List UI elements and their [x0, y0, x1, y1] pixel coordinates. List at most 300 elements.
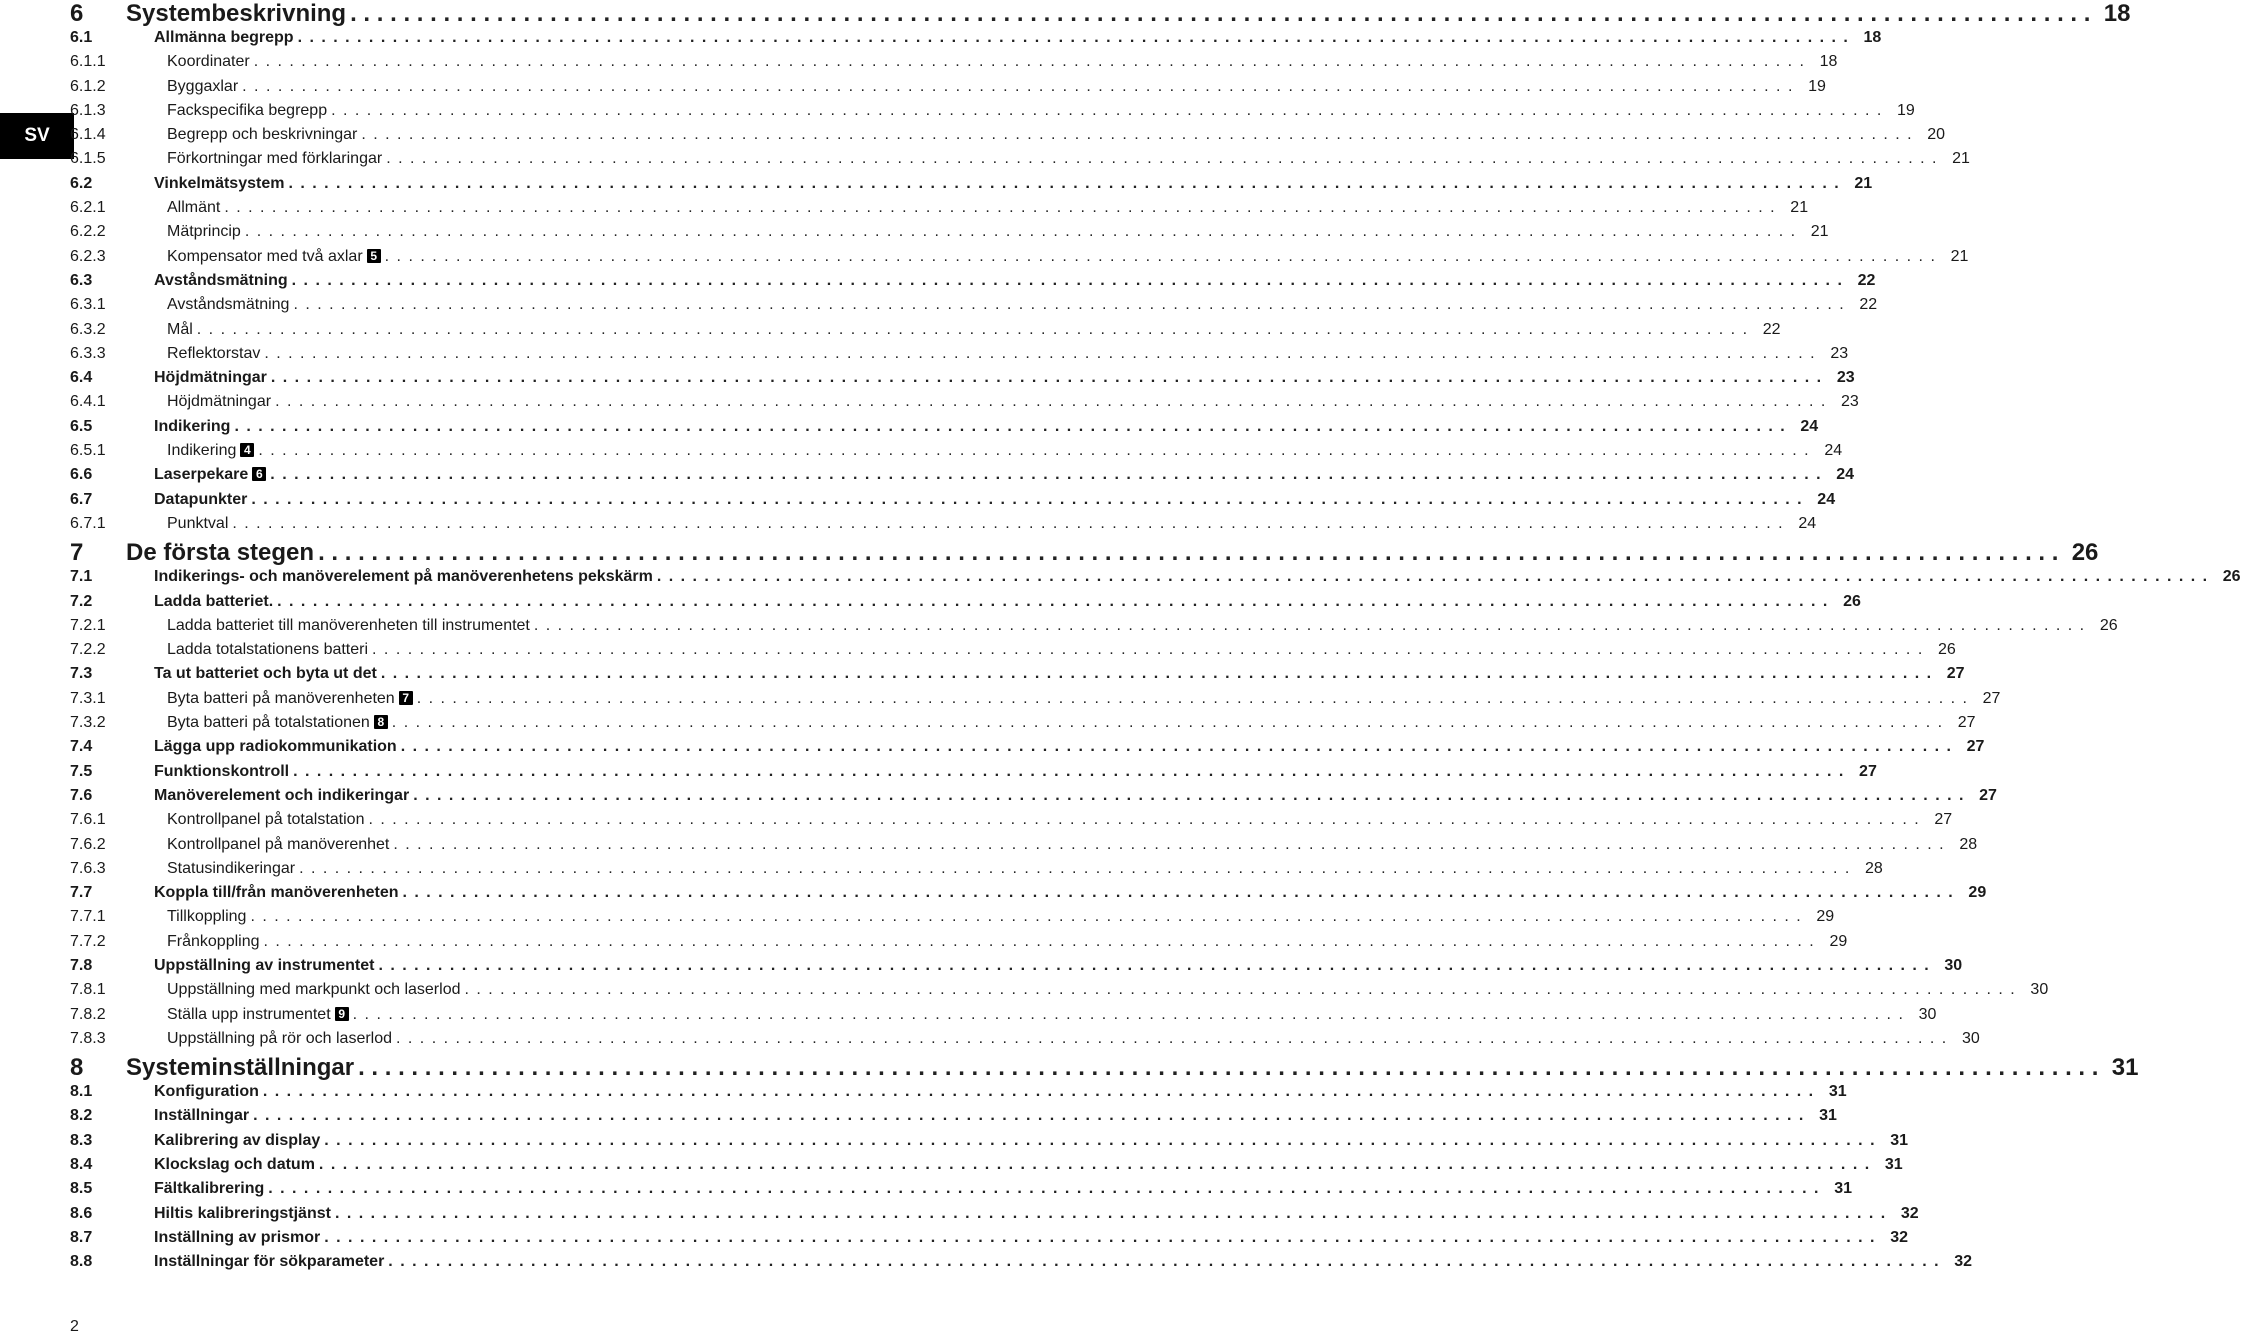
toc-entry-title-text: Mätprincip	[167, 223, 241, 241]
toc-entry-page: 23	[1836, 369, 1855, 387]
toc-entry-page: 24	[1836, 466, 1855, 484]
toc-entry-title	[167, 102, 331, 120]
figure-reference-badge: 4	[240, 443, 254, 457]
dot-leader	[464, 981, 2016, 999]
toc-entry-title-text: Indikerings- och manöverelement på manöverenhetens pekskärm	[154, 568, 653, 586]
toc-entry-title-text: Avståndsmätning	[167, 296, 290, 314]
dot-leader	[232, 515, 1784, 533]
toc-entry-title-text: Indikering	[154, 417, 231, 435]
toc-entry-page: 30	[1944, 956, 1963, 974]
dot-leader	[381, 665, 1933, 683]
toc-entry[interactable]	[70, 956, 1963, 981]
toc-entry-page: 22	[1857, 271, 1876, 289]
toc-entry-title	[154, 763, 293, 781]
dot-leader	[277, 593, 1829, 611]
toc-entry-number: 6.7.1	[70, 514, 106, 532]
toc-entry[interactable]	[70, 1029, 1980, 1054]
table-of-contents	[70, 0, 2241, 1278]
toc-entry-title-text: Systeminställningar	[126, 1054, 355, 1082]
toc-entry-number: 6.3.3	[70, 344, 106, 362]
toc-entry-title-text: Kalibrering av display	[154, 1131, 321, 1149]
toc-entry[interactable]	[70, 1083, 1847, 1107]
toc-entry[interactable]	[70, 811, 1953, 835]
dot-leader	[245, 223, 1797, 241]
toc-entry-number: 7.8	[70, 956, 93, 974]
toc-entry-number: 8	[70, 1054, 84, 1082]
toc-entry[interactable]	[70, 1228, 1908, 1253]
dot-leader	[298, 29, 1850, 47]
toc-entry-page: 31	[1890, 1131, 1909, 1149]
toc-entry-title	[154, 738, 401, 756]
toc-entry-page: 32	[1890, 1228, 1908, 1246]
toc-entry-number: 7.5	[70, 762, 93, 780]
dot-leader	[299, 860, 1851, 878]
toc-entry-title	[154, 568, 657, 586]
toc-entry[interactable]	[70, 786, 1997, 811]
toc-entry-title-text: Allmänna begrepp	[154, 29, 294, 46]
toc-entry-page: 18	[1863, 29, 1882, 46]
toc-entry-title-text: Uppställning med markpunkt och laserlod	[167, 981, 461, 999]
toc-entry-number: 8.2	[70, 1107, 93, 1125]
dot-leader	[401, 738, 1953, 756]
toc-entry[interactable]	[70, 665, 1965, 689]
toc-entry-number: 6	[70, 0, 84, 27]
toc-entry[interactable]	[70, 1204, 1919, 1229]
dot-leader	[413, 787, 1965, 805]
toc-entry-number: 7.6	[70, 786, 93, 804]
toc-entry[interactable]	[70, 1253, 1973, 1277]
toc-entry-title-text: Uppställning på rör och laserlod	[167, 1029, 393, 1047]
dot-leader	[388, 1253, 1940, 1271]
toc-entry-title-text: Kontrollpanel på manöverenhet	[167, 835, 390, 853]
toc-entry-page: 28	[1865, 859, 1883, 877]
toc-entry[interactable]	[70, 417, 1819, 442]
toc-entry-title	[154, 175, 288, 193]
toc-entry[interactable]	[70, 29, 1882, 53]
page-number: 2	[70, 1318, 79, 1335]
toc-entry-page: 26	[1937, 641, 1956, 659]
toc-entry-page: 31	[1884, 1156, 1903, 1174]
toc-entry-title-text: Ta ut batteriet och byta ut det	[154, 665, 377, 683]
toc-entry-title	[167, 690, 417, 708]
dot-leader	[402, 884, 1954, 902]
toc-entry-title-text: Byta batteri på manöverenheten	[167, 689, 395, 707]
toc-entry-page: 26	[2099, 616, 2118, 634]
toc-entry[interactable]	[70, 859, 1883, 884]
toc-entry-number: 6.2	[70, 174, 93, 192]
toc-entry-number: 8.6	[70, 1204, 93, 1222]
toc-entry-title	[167, 981, 464, 999]
toc-entry-page: 21	[1950, 247, 1969, 265]
toc-entry-title-text: Tillkoppling	[167, 908, 247, 926]
toc-entry[interactable]	[70, 616, 2118, 641]
toc-entry-page: 19	[1897, 101, 1915, 119]
toc-entry-page: 26	[1843, 592, 1861, 610]
toc-entry-title-text: Frånkoppling	[167, 932, 260, 950]
toc-entry[interactable]	[70, 641, 1956, 665]
toc-entry-title-text: Lägga upp radiokommunikation	[154, 738, 397, 756]
figure-reference-badge: 5	[367, 249, 381, 263]
toc-entry-title-text: Inställning av prismor	[154, 1228, 321, 1246]
toc-entry-number: 7.3	[70, 665, 93, 683]
toc-entry-number: 6.1.3	[70, 101, 106, 119]
dot-leader	[358, 1054, 2098, 1082]
dot-leader	[268, 1180, 1820, 1198]
toc-entry-title	[167, 248, 385, 266]
dot-leader	[417, 690, 1969, 708]
toc-entry[interactable]	[70, 320, 1781, 345]
toc-entry-title-text: Byta batteri på totalstationen	[167, 714, 370, 732]
toc-entry[interactable]	[70, 1180, 1852, 1204]
toc-entry-title	[167, 908, 250, 926]
dot-leader	[324, 1132, 1876, 1150]
toc-entry-title-text: Ladda totalstationens batteri	[167, 641, 369, 659]
toc-entry-number: 6.4	[70, 369, 93, 387]
dot-leader	[263, 1083, 1815, 1101]
toc-entry-title-text: Allmänt	[167, 199, 221, 217]
dot-leader	[392, 714, 1944, 732]
toc-entry-title-text: Konfiguration	[154, 1083, 259, 1101]
toc-entry-title	[154, 1156, 319, 1174]
toc-entry-title	[167, 617, 534, 635]
toc-entry-title-text: Klockslag och datum	[154, 1156, 315, 1174]
toc-entry-page: 32	[1900, 1204, 1919, 1222]
toc-entry-title-text: Mål	[167, 320, 193, 338]
dot-leader	[324, 1229, 1876, 1247]
dot-leader	[331, 102, 1883, 120]
toc-entry-title-text: Kontrollpanel på totalstation	[167, 811, 365, 829]
toc-entry-page: 27	[1979, 786, 1997, 804]
toc-entry-page: 27	[1946, 665, 1965, 683]
dot-leader	[264, 345, 1816, 363]
toc-chapter[interactable]	[70, 539, 2099, 568]
toc-entry-title-text: Koppla till/från manöverenheten	[154, 884, 399, 902]
toc-entry[interactable]	[70, 442, 1843, 466]
toc-entry-number: 6.5.1	[70, 442, 106, 460]
toc-entry-page: 24	[1824, 442, 1843, 460]
figure-reference-badge: 7	[399, 691, 413, 705]
dot-leader	[251, 491, 1803, 509]
toc-entry-page: 31	[1828, 1083, 1847, 1101]
toc-entry-number: 6.2.1	[70, 199, 106, 217]
toc-entry[interactable]	[70, 369, 1855, 393]
toc-entry[interactable]	[70, 884, 1987, 908]
toc-entry-number: 7.2.1	[70, 616, 106, 634]
dot-leader	[288, 175, 1840, 193]
toc-entry-title	[154, 1107, 253, 1125]
toc-entry-title-text: Byggaxlar	[167, 77, 239, 95]
dot-leader	[385, 248, 1937, 266]
toc-entry[interactable]	[70, 126, 1946, 150]
toc-entry-title-text: Punktval	[167, 514, 229, 532]
dot-leader	[386, 150, 1938, 168]
toc-entry-number: 7.1	[70, 568, 93, 586]
toc-entry-number: 6.1.5	[70, 150, 106, 168]
toc-entry-page: 21	[1952, 150, 1970, 168]
toc-entry-page: 18	[2103, 0, 2131, 27]
toc-entry[interactable]	[70, 344, 1849, 369]
toc-entry-page: 19	[1808, 77, 1826, 95]
toc-entry[interactable]	[70, 393, 1859, 417]
toc-entry-title-text: Statusindikeringar	[167, 859, 296, 877]
toc-entry-title	[154, 1229, 324, 1247]
dot-leader	[224, 199, 1776, 217]
toc-entry-number: 6.2.2	[70, 223, 106, 241]
toc-entry-title-text: Systembeskrivning	[126, 0, 347, 27]
toc-entry-number: 8.7	[70, 1228, 93, 1246]
toc-entry-title-text: Fackspecifika begrepp	[167, 101, 328, 119]
toc-entry-page: 22	[1762, 320, 1781, 338]
toc-entry-title-text: Förkortningar med förklaringar	[167, 150, 383, 168]
toc-entry-title-text: Avståndsmätning	[154, 271, 288, 289]
toc-entry-title	[167, 199, 224, 217]
toc-chapter[interactable]	[70, 0, 2131, 29]
toc-entry-title-text: Manöverelement och indikeringar	[154, 786, 410, 804]
toc-entry-title	[154, 1083, 263, 1101]
toc-entry-title	[167, 393, 275, 411]
toc-entry-page: 23	[1841, 393, 1859, 411]
toc-entry[interactable]	[70, 247, 1969, 272]
toc-entry-number: 6.1.1	[70, 53, 106, 71]
dot-leader	[270, 466, 1822, 484]
toc-entry-page: 24	[1800, 417, 1819, 435]
toc-entry-number: 8.3	[70, 1131, 93, 1149]
toc-entry[interactable]	[70, 174, 1873, 199]
toc-entry-number: 6.5	[70, 417, 93, 435]
dot-leader	[234, 418, 1786, 436]
toc-entry[interactable]	[70, 738, 1985, 762]
toc-entry-page: 27	[1859, 762, 1877, 780]
toc-entry-page: 21	[1854, 174, 1873, 192]
toc-entry[interactable]	[70, 1131, 1909, 1156]
dot-leader	[242, 78, 1794, 96]
toc-entry[interactable]	[70, 908, 1835, 932]
toc-entry-title-text: Ladda batteriet.	[154, 592, 274, 610]
toc-entry-title	[154, 884, 402, 902]
dot-leader	[250, 908, 1802, 926]
toc-chapter[interactable]	[70, 1054, 2139, 1083]
toc-entry[interactable]	[70, 689, 2001, 714]
toc-entry-title-text: Uppställning av instrumentet	[154, 956, 375, 974]
toc-entry-title	[154, 272, 292, 290]
toc-entry[interactable]	[70, 514, 1817, 539]
toc-entry[interactable]	[70, 53, 1838, 77]
dot-leader	[292, 272, 1844, 290]
toc-entry-title-text: Indikering	[167, 442, 237, 460]
toc-entry-page: 27	[1934, 811, 1953, 829]
toc-entry-number: 6.7	[70, 490, 93, 508]
toc-entry-title	[167, 442, 258, 460]
toc-entry-title	[167, 836, 393, 854]
toc-entry-page: 29	[1968, 884, 1987, 902]
toc-entry[interactable]	[70, 296, 1878, 320]
toc-entry-number: 7.2	[70, 592, 93, 610]
toc-entry[interactable]	[70, 762, 1877, 787]
toc-entry-number: 7.7	[70, 884, 93, 902]
toc-entry-page: 27	[1982, 689, 2001, 707]
toc-entry-title	[167, 811, 368, 829]
dot-leader	[319, 1156, 1871, 1174]
figure-reference-badge: 8	[374, 715, 388, 729]
dot-leader	[378, 957, 1930, 975]
dot-leader	[657, 568, 2209, 586]
toc-entry-title	[126, 0, 350, 28]
toc-entry[interactable]	[70, 714, 1976, 738]
toc-entry[interactable]	[70, 77, 1826, 102]
toc-entry-title-text: Vinkelmätsystem	[154, 174, 285, 192]
toc-entry[interactable]	[70, 101, 1915, 126]
toc-entry-number: 7.8.2	[70, 1005, 106, 1023]
toc-entry[interactable]	[70, 592, 1861, 617]
toc-entry-number: 7.3.2	[70, 714, 106, 732]
dot-leader	[368, 811, 1920, 829]
toc-entry-number: 6.1.2	[70, 77, 106, 95]
toc-entry-title-text: Funktionskontroll	[154, 762, 290, 780]
toc-entry-number: 6.3.2	[70, 320, 106, 338]
toc-entry-page: 20	[1927, 126, 1946, 144]
toc-entry-title	[167, 641, 372, 659]
toc-entry-title-text: Inställningar	[154, 1107, 250, 1125]
toc-entry[interactable]	[70, 1156, 1903, 1180]
toc-entry-title	[167, 78, 242, 96]
toc-entry[interactable]	[70, 835, 1978, 860]
toc-entry-title	[167, 345, 264, 363]
toc-entry-title-text: Inställningar för sökparameter	[154, 1253, 385, 1271]
toc-entry-title	[167, 126, 361, 144]
toc-entry-title	[167, 223, 245, 241]
toc-entry-page: 31	[1834, 1180, 1852, 1198]
toc-entry-page: 26	[2222, 568, 2241, 586]
toc-entry-page: 30	[2030, 981, 2049, 999]
toc-entry[interactable]	[70, 981, 2049, 1005]
toc-entry-number: 7.8.1	[70, 981, 106, 999]
toc-entry-title	[154, 593, 277, 611]
toc-entry-title	[154, 29, 298, 47]
language-tab: SV	[0, 113, 74, 159]
dot-leader	[275, 393, 1827, 411]
toc-entry-number: 8.4	[70, 1156, 93, 1174]
toc-entry-page: 21	[1790, 199, 1809, 217]
dot-leader	[350, 0, 2090, 28]
toc-entry-title-text: Ladda batteriet till manöverenheten till instrumentet	[167, 616, 530, 634]
toc-entry-page: 30	[1961, 1029, 1980, 1047]
toc-entry-page: 32	[1954, 1253, 1973, 1271]
dot-leader	[534, 617, 2086, 635]
toc-entry-title-text: Fältkalibrering	[154, 1180, 265, 1198]
toc-entry[interactable]	[70, 568, 2241, 592]
toc-entry-title	[154, 466, 270, 484]
toc-entry-title-text: Kompensator med två axlar	[167, 247, 363, 265]
toc-entry-number: 8.5	[70, 1180, 93, 1198]
dot-leader	[361, 126, 1913, 144]
toc-entry-number: 7.6.2	[70, 835, 106, 853]
toc-entry-title-text: De första stegen	[126, 539, 315, 567]
toc-entry-title-text: Koordinater	[167, 53, 250, 71]
toc-entry-number: 8.8	[70, 1253, 93, 1271]
toc-entry[interactable]	[70, 490, 1836, 515]
toc-entry-number: 6.1	[70, 29, 93, 46]
toc-entry-page: 24	[1817, 490, 1836, 508]
toc-entry-page: 29	[1829, 932, 1848, 950]
toc-entry-title-text: Höjdmätningar	[167, 393, 272, 411]
dot-leader	[197, 321, 1749, 339]
toc-entry[interactable]	[70, 1107, 1837, 1131]
toc-entry-page: 18	[1819, 53, 1838, 71]
toc-entry-number: 7.8.3	[70, 1029, 106, 1047]
toc-entry-title-text: Datapunkter	[154, 490, 248, 508]
toc-entry-number: 6.6	[70, 466, 93, 484]
toc-entry[interactable]	[70, 199, 1809, 223]
toc-entry-number: 6.2.3	[70, 247, 106, 265]
toc-entry-number: 7.2.2	[70, 641, 106, 659]
dot-leader	[372, 641, 1924, 659]
toc-entry-number: 6.3.1	[70, 296, 106, 314]
toc-entry-title	[167, 1006, 353, 1024]
toc-entry-number: 7.6.1	[70, 811, 106, 829]
dot-leader	[318, 539, 2058, 567]
dot-leader	[258, 442, 1810, 460]
toc-entry-title	[154, 491, 251, 509]
toc-entry[interactable]	[70, 1005, 1937, 1030]
toc-entry-title-text: Hiltis kalibreringstjänst	[154, 1204, 331, 1222]
toc-entry-page: 27	[1966, 738, 1985, 756]
toc-entry-title	[154, 1205, 335, 1223]
toc-entry-title	[154, 1180, 268, 1198]
toc-entry-title	[126, 1054, 358, 1082]
toc-entry-title-text: Ställa upp instrumentet	[167, 1005, 331, 1023]
figure-reference-badge: 9	[335, 1007, 349, 1021]
toc-entry-page: 26	[2071, 539, 2099, 567]
dot-leader	[264, 933, 1816, 951]
dot-leader	[393, 836, 1945, 854]
toc-entry-title	[154, 369, 271, 387]
dot-leader	[396, 1030, 1948, 1048]
toc-entry-title-text: Reflektorstav	[167, 344, 261, 362]
toc-entry-number: 6.3	[70, 271, 93, 289]
dot-leader	[335, 1205, 1887, 1223]
toc-entry-page: 23	[1830, 344, 1849, 362]
toc-entry-title	[154, 1253, 388, 1271]
toc-entry-page: 29	[1816, 908, 1835, 926]
toc-entry-page: 27	[1957, 714, 1976, 732]
toc-entry[interactable]	[70, 150, 1970, 174]
toc-entry[interactable]	[70, 932, 1848, 957]
toc-entry-number: 8.1	[70, 1083, 93, 1101]
toc-entry-number: 7.6.3	[70, 859, 106, 877]
toc-entry-number: 7	[70, 539, 84, 567]
toc-entry-number: 7.7.2	[70, 932, 106, 950]
toc-entry[interactable]	[70, 271, 1876, 296]
toc-entry-title	[167, 860, 299, 878]
toc-entry-title	[167, 150, 386, 168]
toc-entry-title	[167, 933, 264, 951]
toc-entry-page: 31	[1819, 1107, 1837, 1125]
toc-entry-title	[167, 53, 254, 71]
toc-entry-page: 24	[1798, 514, 1817, 532]
toc-entry[interactable]	[70, 466, 1855, 490]
dot-leader	[353, 1006, 1905, 1024]
toc-entry-number: 6.4.1	[70, 393, 106, 411]
toc-entry-title	[167, 515, 232, 533]
dot-leader	[253, 1107, 1805, 1125]
toc-entry[interactable]	[70, 223, 1829, 247]
toc-entry-title	[167, 714, 392, 732]
toc-entry-number: 6.1.4	[70, 126, 106, 144]
toc-entry-number: 7.4	[70, 738, 93, 756]
dot-leader	[254, 53, 1806, 71]
toc-entry-title	[167, 321, 197, 339]
toc-entry-page: 31	[2111, 1054, 2139, 1082]
